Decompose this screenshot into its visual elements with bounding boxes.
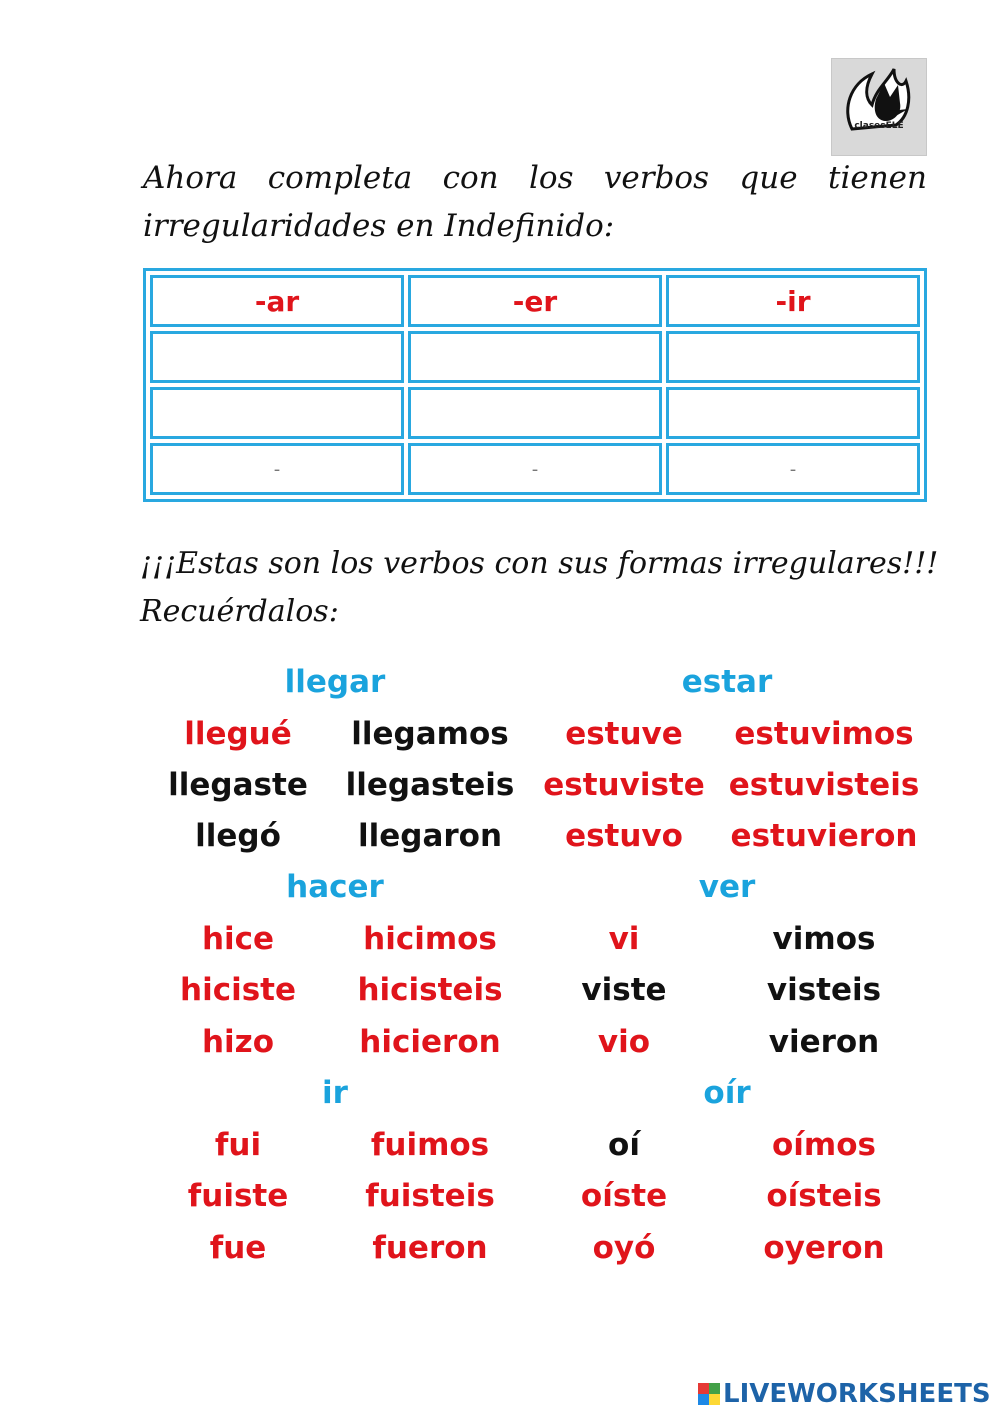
liveworksheets-icon <box>698 1383 720 1405</box>
verb-form: llegué <box>184 716 292 752</box>
verb-form: llegamos <box>351 716 509 752</box>
verb-form: visteis <box>766 972 882 1008</box>
answer-cell-ir-3[interactable] <box>666 443 920 495</box>
verb-title-oir: oír <box>703 1075 751 1111</box>
verb-form: hice <box>201 921 275 957</box>
header-label: -er <box>512 284 558 318</box>
answer-cell-er-1[interactable] <box>408 331 662 383</box>
liveworksheets-footer[interactable] <box>698 1378 991 1410</box>
verb-form: oímos <box>772 1127 876 1163</box>
verb-form: oí <box>608 1127 640 1163</box>
verb-form: vio <box>597 1024 651 1060</box>
verb-form: fue <box>209 1230 267 1266</box>
verb-form: fuisteis <box>365 1178 495 1214</box>
verb-form: fuiste <box>187 1178 289 1214</box>
answer-cell-ir-1[interactable] <box>666 331 920 383</box>
verb-form: vieron <box>768 1024 880 1060</box>
table-header-er <box>408 275 662 327</box>
verb-form: oyó <box>592 1230 656 1266</box>
verb-form: vimos <box>772 921 876 957</box>
verb-form: viste <box>581 972 667 1008</box>
fox-icon <box>832 59 926 155</box>
answer-cell-er-3[interactable] <box>408 443 662 495</box>
verb-form: hiciste <box>180 972 296 1008</box>
verb-form: vi <box>608 921 640 957</box>
verb-form: oísteis <box>766 1178 882 1214</box>
logo-label: clasesELE <box>854 121 904 131</box>
verb-title-hacer: hacer <box>286 869 384 905</box>
verb-form: fui <box>214 1127 262 1163</box>
verb-form: oyeron <box>763 1230 885 1266</box>
answer-cell-ar-2[interactable] <box>150 387 404 439</box>
verb-form: llegasteis <box>345 767 515 803</box>
cell-dash: - <box>273 458 281 480</box>
cell-dash: - <box>531 458 539 480</box>
verb-title-ir: ir <box>322 1075 348 1111</box>
verb-form: fuimos <box>370 1127 490 1163</box>
verb-form: estuvimos <box>734 716 914 752</box>
paragraph-line-2: Recuérdalos: <box>140 594 339 629</box>
verb-title-llegar: llegar <box>284 664 386 700</box>
instruction-line-1: Ahora completa con los verbos que tienen <box>143 160 927 196</box>
verb-table <box>143 268 927 502</box>
paragraph-line-1: ¡¡¡Estas son los verbos con sus formas irregulares!!! <box>140 546 939 581</box>
verb-form: hicisteis <box>357 972 503 1008</box>
answer-cell-er-2[interactable] <box>408 387 662 439</box>
cell-dash: - <box>789 458 797 480</box>
verb-title-ver: ver <box>698 869 756 905</box>
table-header-ir <box>666 275 920 327</box>
verb-title-estar: estar <box>681 664 773 700</box>
footer-brand: LIVEWORKSHEETS <box>723 1379 991 1409</box>
answer-cell-ar-3[interactable] <box>150 443 404 495</box>
header-label: -ar <box>254 284 300 318</box>
header-label: -ir <box>775 284 811 318</box>
verb-form: llegaron <box>357 818 503 854</box>
verb-form: hicieron <box>359 1024 501 1060</box>
verb-form: hicimos <box>363 921 497 957</box>
verb-form: hizo <box>201 1024 275 1060</box>
verb-form: estuvisteis <box>728 767 920 803</box>
table-header-ar <box>150 275 404 327</box>
verb-form: fueron <box>372 1230 488 1266</box>
clasesele-logo <box>831 58 927 156</box>
verb-form: llegaste <box>168 767 308 803</box>
answer-cell-ar-1[interactable] <box>150 331 404 383</box>
verb-form: estuviste <box>543 767 705 803</box>
instruction-line-2: irregularidades en Indefinido: <box>143 208 615 244</box>
answer-cell-ir-2[interactable] <box>666 387 920 439</box>
verb-form: estuvo <box>565 818 683 854</box>
verb-form: llegó <box>195 818 281 854</box>
verb-form: estuvieron <box>730 818 918 854</box>
verb-form: estuve <box>565 716 683 752</box>
verb-form: oíste <box>580 1178 668 1214</box>
